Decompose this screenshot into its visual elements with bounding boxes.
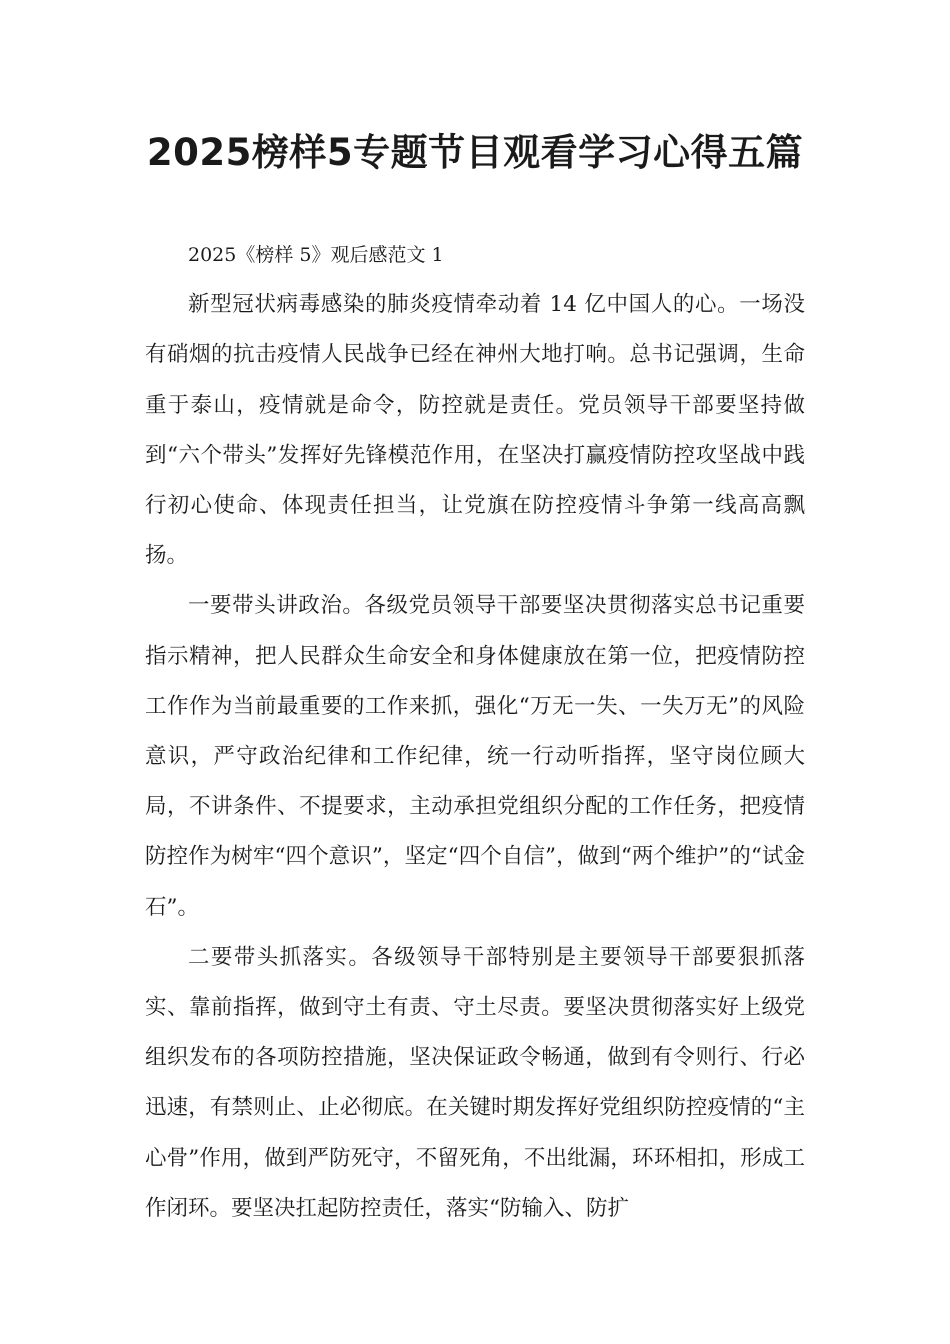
- document-body: [145, 230, 805, 1234]
- paragraph-intro: 新型冠状病毒感染的肺炎疫情牵动着 14 亿中国人的心。一场没有硝烟的抗击疫情人民战争已经在神州大地打响。总书记强调，生命重于泰山，疫情就是命令，防控就是责任。党员领导干部要坚持做到“六个带头”发挥好先锋模范作用，在坚决打赢疫情防控攻坚战中践行初心使命、体现责任担当，让党旗在防控疫情斗争第一线高高飘扬。: [145, 292, 805, 569]
- section-heading: 2025《榜样 5》观后感范文 1: [188, 244, 444, 266]
- paragraph-implementation: 二要带头抓落实。各级领导干部特别是主要领导干部要狠抓落实、靠前指挥，做到守土有责、守土尽责。要坚决贯彻落实好上级党组织发布的各项防控措施，坚决保证政令畅通，做到有令则行、行必迅速，有禁则止、止必彻底。在关键时期发挥好党组织防控疫情的“主心骨”作用，做到严防死守，不留死角，不出纰漏，环环相扣，形成工作闭环。要坚决扛起防控责任，落实“防输入、防扩: [145, 944, 805, 1221]
- paragraph-politics: 一要带头讲政治。各级党员领导干部要坚决贯彻落实总书记重要指示精神，把人民群众生命安全和身体健康放在第一位，把疫情防控工作作为当前最重要的工作来抓，强化“万无一失、一失万无”的风险意识，严守政治纪律和工作纪律，统一行动听指挥，坚守岗位顾大局，不讲条件、不提要求，主动承担党组织分配的工作任务，把疫情防控作为树牢“四个意识”，坚定“四个自信”，做到“两个维护”的“试金石”。: [145, 593, 805, 920]
- document-title: 2025榜样5专题节目观看学习心得五篇: [146, 131, 804, 174]
